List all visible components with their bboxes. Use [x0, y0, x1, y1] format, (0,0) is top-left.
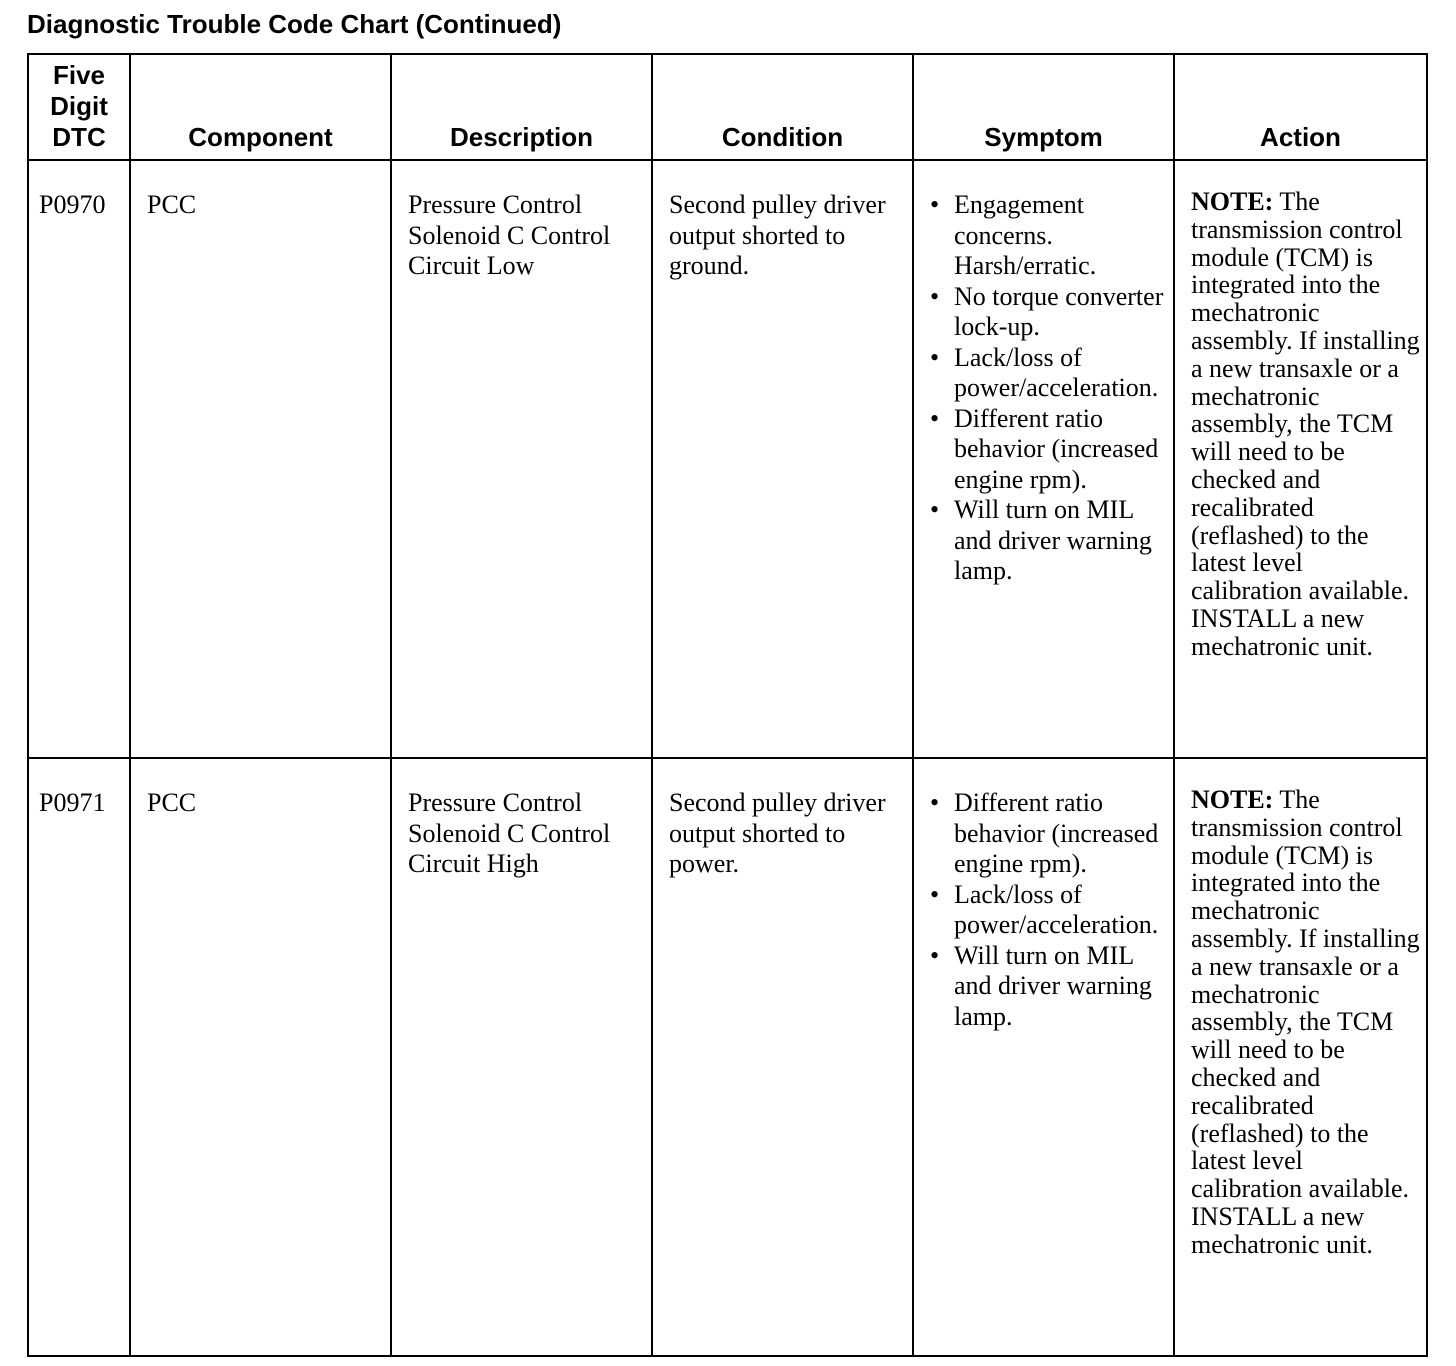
table-row — [28, 758, 1427, 1356]
note-label: NOTE: — [1191, 785, 1274, 814]
page-title: Diagnostic Trouble Code Chart (Continued) — [27, 9, 562, 39]
symptom-item: • Engagement concerns. Harsh/erratic. — [930, 190, 1169, 282]
header-component: Component — [130, 54, 391, 160]
condition-cell: Second pulley driver output shorted to power. — [652, 758, 913, 1356]
note-label: NOTE: — [1191, 187, 1274, 216]
symptom-list — [930, 788, 1169, 1032]
symptom-item: • Will turn on MIL and driver warning lamp. — [930, 941, 1169, 1033]
header-action: Action — [1174, 54, 1427, 160]
symptom-item: • Will turn on MIL and driver warning lamp. — [930, 495, 1169, 587]
header-symptom: Symptom — [913, 54, 1174, 160]
dtc-code-cell: P0970 — [28, 160, 130, 758]
symptom-list — [930, 190, 1169, 587]
dtc-code-cell: P0971 — [28, 758, 130, 1356]
symptom-item: • Lack/loss of power/acceleration. — [930, 343, 1169, 404]
action-cell — [1174, 160, 1427, 758]
symptom-item: • Different ratio behavior (increased engine rpm). — [930, 788, 1169, 880]
symptom-item: • Lack/loss of power/acceleration. — [930, 880, 1169, 941]
symptom-cell — [913, 160, 1174, 758]
table-row — [28, 160, 1427, 758]
component-cell: PCC — [130, 160, 391, 758]
symptom-cell — [913, 758, 1174, 1356]
symptom-item: • Different ratio behavior (increased engine rpm). — [930, 404, 1169, 496]
description-cell: Pressure Control Solenoid C Control Circuit Low — [391, 160, 652, 758]
action-text: The transmission control module (TCM) is integrated into the mechatronic assembly. If installing a new transaxle or a mechatronic assembly, the TCM will need to be checked and recalibrated (reflashed) to the latest level calibration available. INSTALL a new mechatronic unit. — [1191, 187, 1420, 661]
dtc-table — [27, 53, 1428, 1357]
header-condition: Condition — [652, 54, 913, 160]
condition-cell: Second pulley driver output shorted to ground. — [652, 160, 913, 758]
symptom-item: • No torque converter lock-up. — [930, 282, 1169, 343]
table-header-row — [28, 54, 1427, 160]
component-cell: PCC — [130, 758, 391, 1356]
action-text: The transmission control module (TCM) is integrated into the mechatronic assembly. If installing a new transaxle or a mechatronic assembly, the TCM will need to be checked and recalibrated (reflashed) to the latest level calibration available. INSTALL a new mechatronic unit. — [1191, 785, 1420, 1259]
header-dtc: Five Digit DTC — [28, 54, 130, 160]
description-cell: Pressure Control Solenoid C Control Circuit High — [391, 758, 652, 1356]
action-cell — [1174, 758, 1427, 1356]
header-description: Description — [391, 54, 652, 160]
